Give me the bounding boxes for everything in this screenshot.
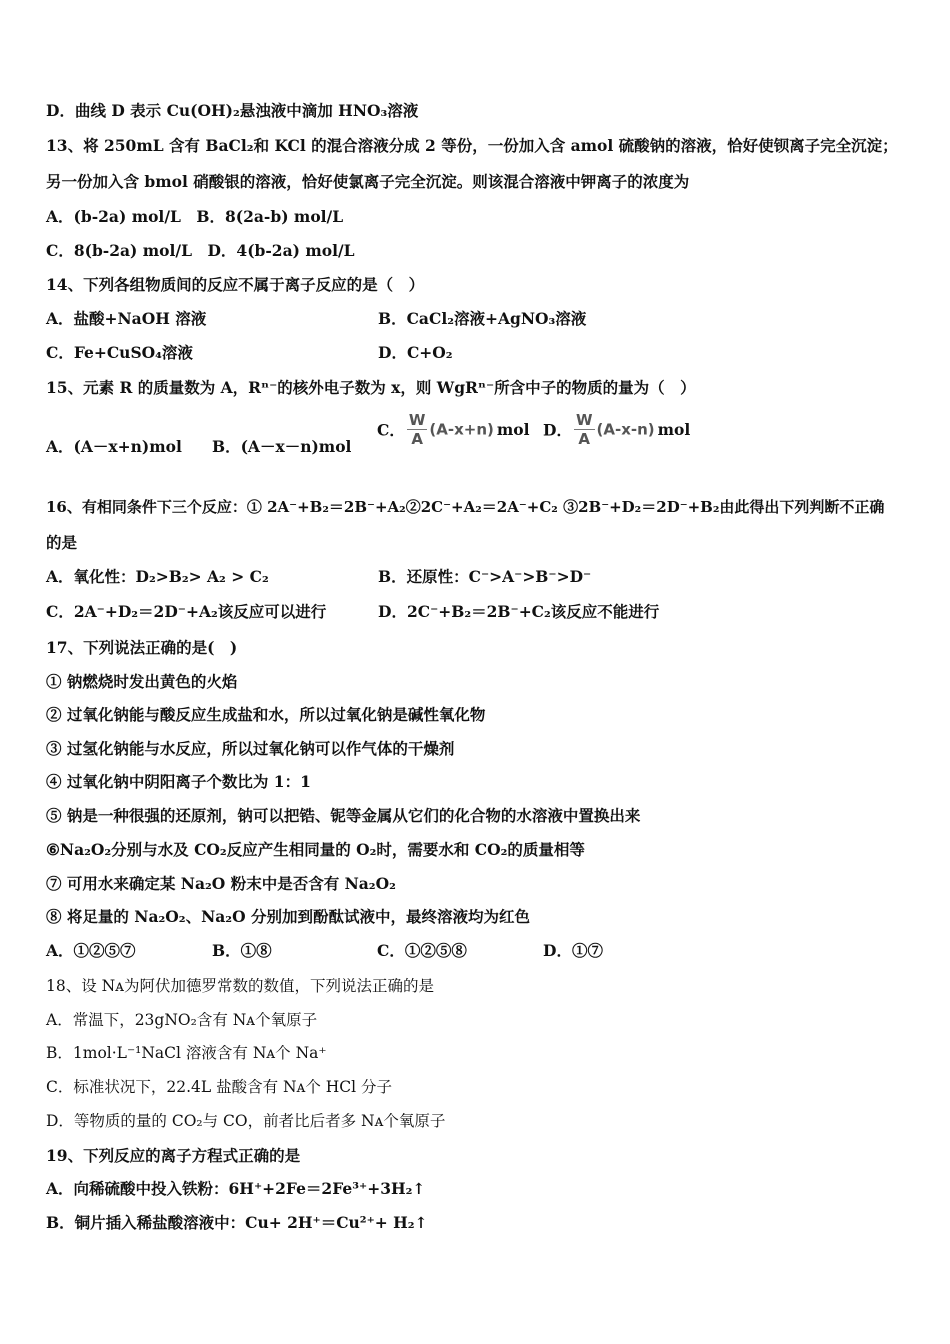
q15-option-a: A．(A－x+n)mol (46, 437, 182, 456)
q19-option-a: A．向稀硫酸中投入铁粉：6H⁺+2Fe＝2Fe³⁺+3H₂↑ (46, 1179, 426, 1198)
q17-item: ⑥Na₂O₂分别与水及 CO₂反应产生相同量的 O₂时，需要水和 CO₂的质量相等 (46, 840, 585, 859)
q14-option-d: D．C+O₂ (378, 343, 453, 362)
q17-option-c: C．①②⑤⑧ (377, 941, 467, 960)
q14-option-c: C．Fe+CuSO₄溶液 (46, 343, 193, 362)
q17-item: ④ 过氧化钠中阴阳离子个数比为 1：1 (46, 772, 311, 791)
q14-option-a: A．盐酸+NaOH 溶液 (46, 309, 207, 328)
q17-option-a: A．①②⑤⑦ (46, 941, 136, 960)
q16-option-b: B．还原性：C⁻>A⁻>B⁻>D⁻ (378, 567, 592, 586)
q13-options-cd: C．8(b-2a) mol/L D．4(b-2a) mol/L (46, 241, 355, 260)
q16-option-a: A．氧化性：D₂>B₂> A₂ > C₂ (46, 567, 269, 586)
q15-d-paren: (A-x-n) (596, 420, 655, 439)
q18-option-b: B．1mol·L⁻¹NaCl 溶液含有 Nᴀ个 Na⁺ (46, 1044, 327, 1062)
q17-item: ③ 过氢化钠能与水反应，所以过氧化钠可以作气体的干燥剂 (46, 739, 455, 758)
q15-d-numerator: W (575, 411, 593, 429)
q17-item: ⑦ 可用水来确定某 Na₂O 粉末中是否含有 Na₂O₂ (46, 874, 396, 893)
q15-c-unit: mol (496, 420, 530, 439)
q15-d-label: D． (543, 420, 572, 440)
q18-option-c: C．标准状况下，22.4L 盐酸含有 Nᴀ个 HCl 分子 (46, 1078, 393, 1096)
q18-option-a: A．常温下，23gNO₂含有 Nᴀ个氧原子 (46, 1011, 318, 1029)
q17-item: ① 钠燃烧时发出黄色的火焰 (46, 672, 238, 691)
q15-option-b: B．(A－x－n)mol (212, 437, 352, 456)
q13-stem-line2: 另一份加入含 bmol 硝酸银的溶液，恰好使氯离子完全沉淀。则该混合溶液中钾离子的浓度为 (46, 172, 690, 191)
q18-option-d: D．等物质的量的 CO₂与 CO，前者比后者多 Nᴀ个氧原子 (46, 1112, 446, 1130)
q15-c-label: C． (377, 420, 405, 440)
q16-option-d: D．2C⁻+B₂＝2B⁻+C₂该反应不能进行 (378, 602, 660, 621)
q15-d-fraction (574, 411, 595, 448)
q15-c-paren: (A-x+n) (429, 420, 494, 439)
q15-d-denominator: A (578, 430, 591, 448)
q17-item: ② 过氧化钠能与酸反应生成盐和水，所以过氧化钠是碱性氧化物 (46, 705, 486, 724)
q15-option-c (377, 411, 530, 448)
q12-option-d: D．曲线 D 表示 Cu(OH)₂悬浊液中滴加 HNO₃溶液 (46, 101, 419, 120)
q18-stem: 18、设 Nᴀ为阿伏加德罗常数的数值，下列说法正确的是 (46, 977, 434, 995)
q16-stem-line2: 的是 (46, 533, 78, 552)
q16-stem-line1: 16、有相同条件下三个反应：① 2A⁻+B₂＝2B⁻+A₂②2C⁻+A₂＝2A⁻+C₂ ③2B⁻+D₂＝2D⁻+B₂由此得出下列判断不正确 (46, 498, 885, 516)
q15-d-unit: mol (657, 420, 691, 439)
q15-c-numerator: W (408, 411, 426, 429)
q15-option-d (543, 411, 690, 448)
q17-stem: 17、下列说法正确的是( ) (46, 638, 238, 657)
q17-item: ⑤ 钠是一种很强的还原剂，钠可以把锆、铌等金属从它们的化合物的水溶液中置换出来 (46, 806, 641, 825)
q13-options-ab: A．(b-2a) mol/L B．8(2a-b) mol/L (46, 207, 344, 226)
q16-option-c: C．2A⁻+D₂＝2D⁻+A₂该反应可以进行 (46, 602, 327, 621)
q14-option-b: B．CaCl₂溶液+AgNO₃溶液 (378, 309, 587, 328)
q15-c-denominator: A (411, 430, 423, 448)
q17-option-d: D．①⑦ (543, 941, 603, 960)
q14-stem: 14、下列各组物质间的反应不属于离子反应的是（ ） (46, 275, 425, 294)
q19-stem: 19、下列反应的离子方程式正确的是 (46, 1146, 301, 1165)
q17-option-b: B．①⑧ (212, 941, 272, 960)
q19-option-b: B．铜片插入稀盐酸溶液中：Cu+ 2H⁺＝Cu²⁺+ H₂↑ (46, 1213, 428, 1232)
q13-stem-line1: 13、将 250mL 含有 BaCl₂和 KCl 的混合溶液分成 2 等份，一份加入含 amol 硫酸钠的溶液，恰好使钡离子完全沉淀； (46, 136, 898, 155)
q15-stem: 15、元素 R 的质量数为 A，Rⁿ⁻的核外电子数为 x，则 WgRⁿ⁻所含中子的物质的量为（ ） (46, 378, 696, 397)
q17-item: ⑧ 将足量的 Na₂O₂、Na₂O 分别加到酚酞试液中，最终溶液均为红色 (46, 907, 530, 926)
q15-c-fraction (407, 411, 428, 448)
